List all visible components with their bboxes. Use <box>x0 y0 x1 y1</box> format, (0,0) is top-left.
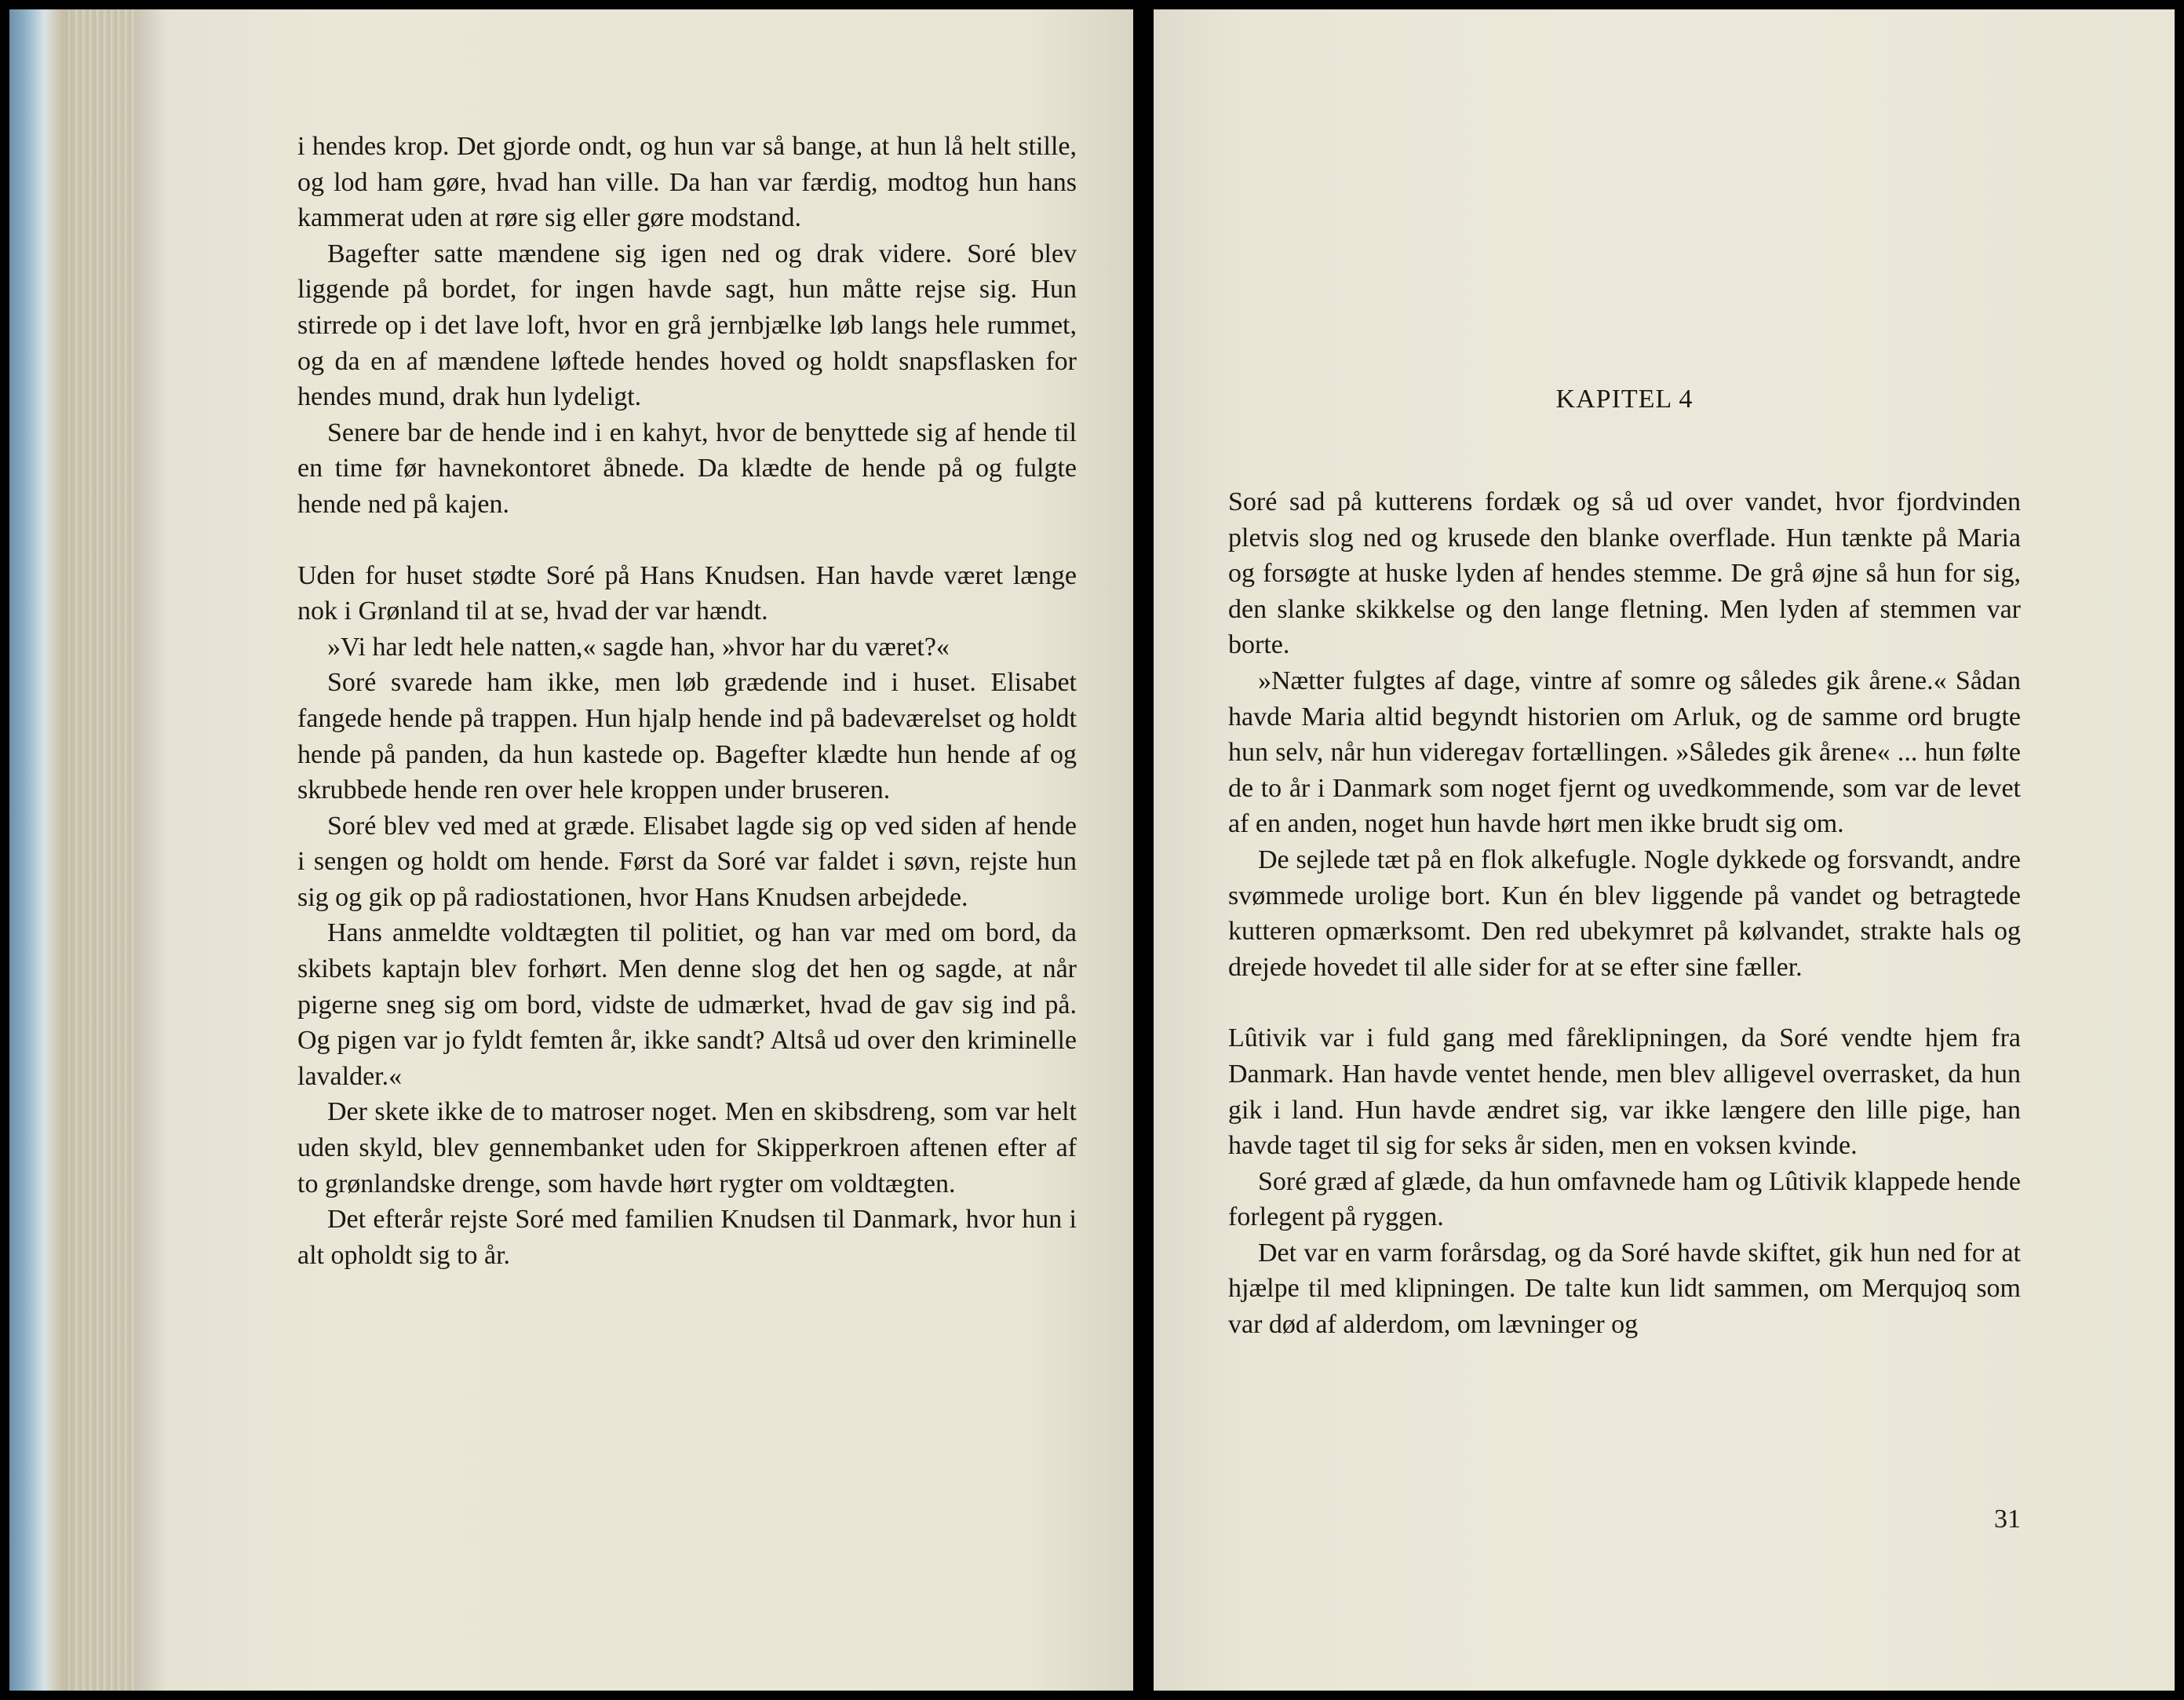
paragraph: De sejlede tæt på en flok alkefugle. Nogle dykkede og forsvandt, andre svømmede urolige bort. Kun én blev liggende på vandet og betragtede kutteren opmærksomt. Den red ubekymret på kølvandet, strakte hals og drejede hovedet til alle sider for at se efter sine fæller. <box>1228 845 2021 982</box>
chapter-title: KAPITEL 4 <box>1555 385 1694 414</box>
right-page-body <box>1228 484 2021 1343</box>
paragraph: Det var en varm forårsdag, og da Soré havde skiftet, gik hun ned for at hjælpe til med klipningen. De talte kun lidt sammen, om Merqujoq som var død af alderdom, om lævninger og <box>1228 1238 2021 1340</box>
paragraph: »Nætter fulgtes af dage, vintre af somre og således gik årene.« Sådan havde Maria altid begyndt historien om Arluk, og de samme ord brugte hun selv, når hun videregav fortællingen. »Således gik årene« ... hun følte de to år i Danmark som noget fjernt og uvedkommende, som var de levet af en anden, noget hun havde hørt men ikke brudt sig om. <box>1228 666 2021 839</box>
paragraph: Der skete ikke de to matroser noget. Men en skibsdreng, som var helt uden skyld, blev gennembanket uden for Skipperkroen aftenen efter af to grønlandske drenge, som havde hørt rygter om voldtægten. <box>297 1097 1077 1198</box>
paragraph: Bagefter satte mændene sig igen ned og drak videre. Soré blev liggende på bordet, for ingen havde sagt, hun måtte rejse sig. Hun stirrede op i det lave loft, hvor en grå jernbjælke løb langs hele rummet, og da en af mændene løftede hendes hoved og holdt snapsflasken for hendes mund, drak hun lydeligt. <box>297 239 1077 412</box>
page-number: 31 <box>1994 1505 2021 1534</box>
paragraph: Lûtivik var i fuld gang med fåreklipningen, da Soré vendte hjem fra Danmark. Han havde ventet hende, men blev alligevel overrasket, da hun gik i land. Hun havde ændret sig, var ikke længere den lille pige, han havde taget til sig for seks år siden, men en voksen kvinde. <box>1228 1023 2021 1161</box>
left-page <box>9 9 1133 1691</box>
page-edge-strip <box>9 9 72 1691</box>
paragraph: Soré sad på kutterens fordæk og så ud over vandet, hvor fjordvinden pletvis slog ned og krusede den blanke overflade. Hun tænkte på Maria og forsøgte at huske lyden af hendes stemme. De grå øjne så hun for sig, den slanke skikkelse og den lange fletning. Men lyden af stemmen var borte. <box>1228 487 2021 660</box>
paragraph: Soré svarede ham ikke, men løb grædende ind i huset. Elisabet fangede hende på trappen. Hun hjalp hende ind på badeværelset og holdt hende på panden, da hun kastede op. Bagefter klædte hun hende af og skrubbede hende ren over hele kroppen under bruseren. <box>297 668 1077 805</box>
page-edge-fibers <box>64 9 135 1691</box>
paragraph: Senere bar de hende ind i en kahyt, hvor de benyttede sig af hende til en time før havnekontoret åbnede. Da klædte de hende på og fulgte hende ned på kajen. <box>297 418 1077 519</box>
paragraph: Hans anmeldte voldtægten til politiet, og han var med om bord, da skibets kaptajn blev forhørt. Men denne slog det hen og sagde, at når pigerne sneg sig om bord, vidste de udmærket, hvad de gav sig ind på. Og pigen var jo fyldt femten år, ikke sandt? Altså ud over den kriminelle lavalder.« <box>297 918 1077 1091</box>
paragraph: Uden for huset stødte Soré på Hans Knudsen. Han havde været længe nok i Grønland til at se, hvad der var hændt. <box>297 560 1077 626</box>
paragraph: i hendes krop. Det gjorde ondt, og hun var så bange, at hun lå helt stille, og lod ham gøre, hvad han ville. Da han var færdig, modtog hun hans kammerat uden at røre sig eller gøre modstand. <box>297 132 1077 233</box>
left-page-body <box>297 129 1077 1273</box>
paragraph: Soré blev ved med at græde. Elisabet lagde sig op ved siden af hende i sengen og holdt om hende. Først da Soré var faldet i søvn, rejste hun sig og gik op på radiostationen, hvor Hans Knudsen arbejdede. <box>297 811 1077 912</box>
right-page <box>1154 9 2175 1691</box>
paragraph: »Vi har ledt hele natten,« sagde han, »hvor har du været?« <box>327 632 950 662</box>
paragraph: Soré græd af glæde, da hun omfavnede ham og Lûtivik klappede hende forlegent på ryggen. <box>1228 1166 2021 1232</box>
page-edge-shadow <box>135 9 166 1691</box>
paragraph: Det efterår rejste Soré med familien Knudsen til Danmark, hvor hun i alt opholdt sig to år. <box>297 1205 1077 1270</box>
